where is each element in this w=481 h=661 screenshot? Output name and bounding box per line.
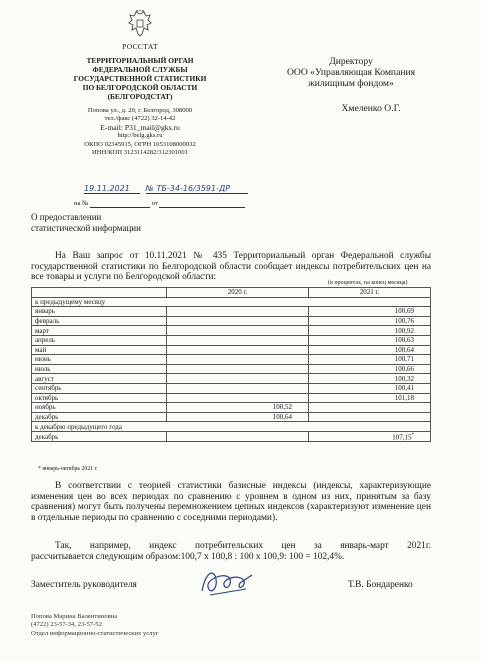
table-row: сентябрь 100,41 — [32, 383, 431, 393]
table-row: март 100,92 — [32, 326, 431, 336]
reg-number: № ТБ-34-16/3591-ДР — [146, 184, 248, 194]
contact-block — [31, 613, 158, 638]
example-paragraph: Так, например, индекс потребительских цен за январь-март 2021г. рассчитывается следующим образом:100,7 х 100,8 : 100 х 100,9: 100 = 102,4%. — [31, 541, 431, 562]
table-row: ноябрь 100,52 — [32, 403, 431, 413]
subject: О предоставлении статистической информации — [31, 212, 141, 233]
intro-paragraph: На Ваш запрос от 10.11.2021 № 435 Территориальный орган Федеральной службы государственной статистики по Белгородской области сообщает индексы потребительских цен на все товары и услуги по Белгородской области: — [31, 251, 431, 282]
organization-name: ТЕРРИТОРИАЛЬНЫЙ ОРГАН ФЕДЕРАЛЬНОЙ СЛУЖБЫ ГОСУДАРСТВЕННОЙ СТАТИСТИКИ ПО БЕЛГОРОДСКОЙ ОБЛАСТИ (БЕЛГОРОДСТАТ) — [73, 56, 207, 101]
agency-name: РОССТАТ — [122, 42, 158, 51]
recipient-block: Директору ООО «Управляющая Компания жилищным фондом» Хмеленко О.Г. — [246, 56, 456, 114]
email-line: E-mail: P31_mail@gks.ru — [100, 122, 180, 132]
contact-department: Отдел информационно-статистических услуг — [31, 629, 159, 637]
footnote-mark: * — [411, 432, 414, 438]
address-block: Попова ул., д. 20, г. Белгород, 308000 тел./факс (4722) 32-14-42 E-mail: P31_mail@gks.ru http://belg.gks.ru ОКПО 02345915, ОГРН 1053108000032 ИНН/КПП 3123114282/312301001 — [40, 107, 240, 157]
site-url: http://belg.gks.ru — [117, 132, 163, 140]
theory-paragraph: В соответствии с теорией статистики базисные индексы (индексы, характеризующие изменения цен во всех периодах по сравнению с уровнем в одном из них, принятым за базу сравнения) могут быть получены перемножением цепных индексов (характеризуют изменение цен в отдельные периоды по сравнению с соседними периодами). — [31, 481, 431, 523]
table-row: февраль 100,76 — [32, 316, 431, 326]
units-note: (в процентах, на конец месяца) — [328, 280, 408, 286]
table-row: апрель 100,63 — [32, 335, 431, 345]
table-section-row: к предыдущему месяцу — [32, 297, 431, 307]
signer-name: Т.В. Бондаренко — [348, 580, 413, 590]
inn-line: ИНН/КПП 3123114282/312301001 — [92, 149, 188, 157]
table-row: май 100,64 — [32, 345, 431, 355]
recipient-company: ООО «Управляющая Компания — [286, 67, 416, 78]
okpo-line: ОКПО 02345915, ОГРН 1053108000032 — [84, 140, 196, 148]
reg-date: 19.11.2021 — [84, 184, 140, 194]
table-row: декабрь 107,15* — [32, 431, 431, 441]
recipient-name: Хмеленко О.Г. — [341, 103, 401, 114]
contact-phone: (4722) 23-57-34, 23-57-52 — [31, 621, 102, 629]
price-index-table — [31, 287, 431, 442]
table-row: октябрь 101,18 — [32, 393, 431, 403]
registration-row — [74, 184, 254, 208]
table-section-row: к декабрю предыдущего года — [32, 422, 431, 432]
recipient-title: Директору — [329, 56, 373, 67]
contact-person: Попова Марина Валентиновна — [31, 613, 118, 620]
table-row: август 100,32 — [32, 374, 431, 384]
table-row: июнь 100,71 — [32, 355, 431, 365]
sender-block — [40, 10, 240, 157]
table-footnote: * январь-октябрь 2021 г. — [38, 466, 98, 472]
from-label: от — [151, 200, 158, 207]
to-label: на № — [74, 200, 89, 207]
signer-position: Заместитель руководителя — [31, 580, 137, 590]
table-row: декабрь 100,64 — [32, 412, 431, 422]
table-row: июль 100,66 — [32, 364, 431, 374]
table-row: январь 100,69 — [32, 307, 431, 317]
coat-of-arms-icon — [127, 10, 153, 38]
table-header-row: 2020 г. 2021 г. — [32, 288, 431, 298]
handwritten-signature — [196, 565, 256, 599]
